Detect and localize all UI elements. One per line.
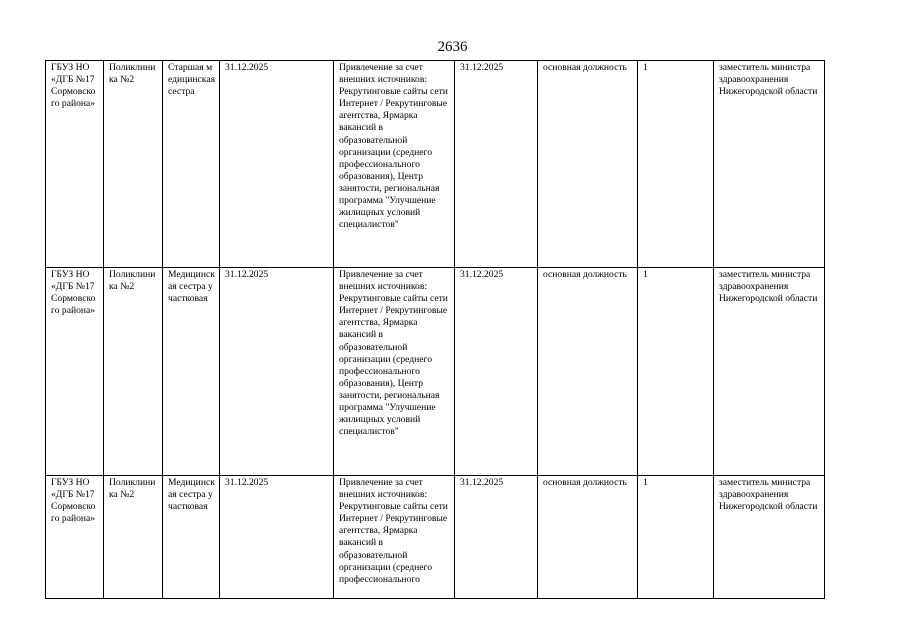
post-type-cell: основная должность xyxy=(538,61,638,268)
qty-cell: 1 xyxy=(638,268,714,476)
unit-cell: Поликлиника №2 xyxy=(104,61,163,268)
source-text: Привлечение за счет внешних источников: Рекрутинговые сайты сети Интернет / Рекрутинговые агентства, Ярмарка вакансий в образовательной организации (среднего профессионального xyxy=(339,477,448,585)
post-type-cell: основная должность xyxy=(538,268,638,476)
position-cell: Медицинская сестра участковая xyxy=(163,476,220,599)
position-cell: Старшая медицинская сестра xyxy=(163,61,220,268)
table-row xyxy=(46,476,825,599)
position-cell: Медицинская сестра участковая xyxy=(163,268,220,476)
org-cell: ГБУЗ НО «ДГБ №17 Сормовского района» xyxy=(46,61,104,268)
date2-cell: 31.12.2025 xyxy=(455,476,538,599)
table-row xyxy=(46,61,825,268)
date2-cell: 31.12.2025 xyxy=(455,61,538,268)
date-cell: 31.12.2025 xyxy=(220,268,334,476)
unit-cell: Поликлиника №2 xyxy=(104,476,163,599)
source-cell xyxy=(334,476,455,599)
table-row xyxy=(46,268,825,476)
org-cell: ГБУЗ НО «ДГБ №17 Сормовского района» xyxy=(46,476,104,599)
date2-cell: 31.12.2025 xyxy=(455,268,538,476)
qty-cell: 1 xyxy=(638,476,714,599)
responsible-cell: заместитель министра здравоохранения Нижегородской области xyxy=(714,61,825,268)
post-type-cell: основная должность xyxy=(538,476,638,599)
page-number: 2636 xyxy=(437,39,468,55)
source-cell: Привлечение за счет внешних источников: Рекрутинговые сайты сети Интернет / Рекрутинговые агентства, Ярмарка вакансий в образовательной организации (среднего профессионального образования), Центр занятости, региональная программа "Улучшение жилищных условий специалистов" xyxy=(334,268,455,476)
responsible-cell: заместитель министра здравоохранения Нижегородской области xyxy=(714,268,825,476)
source-cell: Привлечение за счет внешних источников: Рекрутинговые сайты сети Интернет / Рекрутинговые агентства, Ярмарка вакансий в образовательной организации (среднего профессионального образования), Центр занятости, региональная программа "Улучшение жилищных условий специалистов" xyxy=(334,61,455,268)
org-cell: ГБУЗ НО «ДГБ №17 Сормовского района» xyxy=(46,268,104,476)
date-cell: 31.12.2025 xyxy=(220,476,334,599)
staffing-table xyxy=(45,60,825,599)
unit-cell: Поликлиника №2 xyxy=(104,268,163,476)
qty-cell: 1 xyxy=(638,61,714,268)
date-cell: 31.12.2025 xyxy=(220,61,334,268)
responsible-cell: заместитель министра здравоохранения Нижегородской области xyxy=(714,476,825,599)
